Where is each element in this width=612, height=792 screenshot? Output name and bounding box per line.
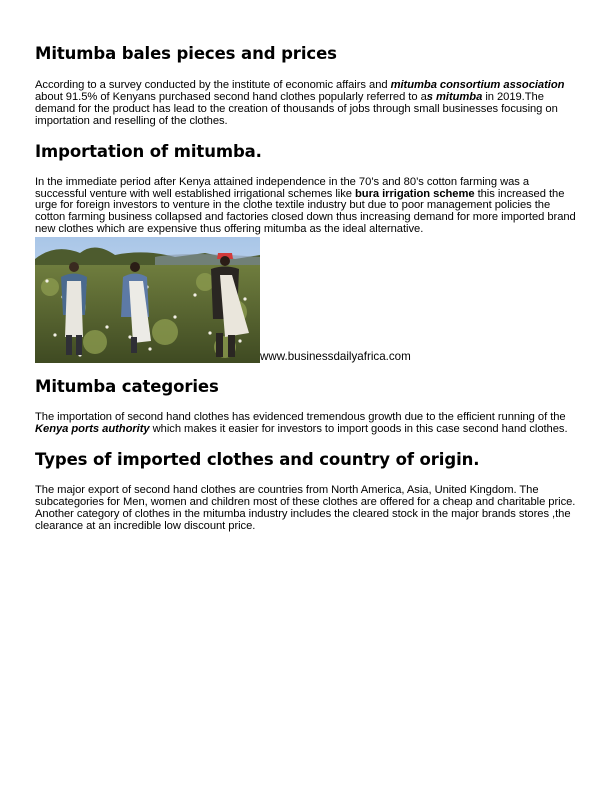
text-run: According to a survey conducted by the institute of economic affairs and [35,79,391,91]
text-run: in 2019.The demand for the product has lead to the creation of thousands of jobs through small businesses focusing on importation and reselling of the clothes. [35,90,558,127]
heading-types-origin: Types of imported clothes and country of origin. [35,449,480,469]
section-types-origin [35,450,577,533]
heading-importation: Importation of mitumba. [35,141,262,161]
figure [35,237,577,363]
article-body [35,44,577,533]
image-credit: www.businessdailyafrica.com [260,350,411,364]
section-mitumba-categories [35,377,577,436]
paragraph-categories [35,412,577,436]
section-importation [35,142,577,364]
paragraph-survey [35,80,577,128]
emphasis-kenya-ports-authority: Kenya ports authority [35,423,150,436]
text-run: which makes it easier for investors to import goods in this case second hand clothes. [149,423,568,436]
emphasis-as-mitumba: s mitumba [426,90,483,103]
heading-mitumba-categories: Mitumba categories [35,377,219,397]
text-run: this increased the urge for foreign investors to venture in the clothe textile industry but due to poor management policies the cotton farming business collapsed and factories closed down thus increasing demand for more imported brand new clothes which are expensive thus offering mitumba as the ideal alternative. [35,187,576,236]
text-run: about 91.5% of Kenyans purchased second hand clothes popularly referred to a [35,90,427,103]
emphasis-bura-irrigation: bura irrigation scheme [355,187,475,200]
emphasis-mitumba-consortium: mitumba consortium association [390,79,565,91]
paragraph-types-origin: The major export of second hand clothes are countries from North America, Asia, United Kingdom. The subcategories for Men, women and children most of these clothes are offered for a cheap and charitable price. Another category of clothes in the mitumba industry includes the cleared stock in the major brands stores ,the clearance at an incredible low discount price. [35,483,576,532]
cotton-field-photo [35,237,260,363]
paragraph-importation [35,177,577,237]
heading-mitumba-bales: Mitumba bales pieces and prices [35,44,337,63]
text-run: The importation of second hand clothes has evidenced tremendous growth due to the efficient running of the [35,411,566,424]
text-run: In the immediate period after Kenya attained independence in the 70’s and 80’s cotton farming was a successful venture with well established irrigational schemes like [35,175,530,200]
section-mitumba-bales [35,44,577,128]
